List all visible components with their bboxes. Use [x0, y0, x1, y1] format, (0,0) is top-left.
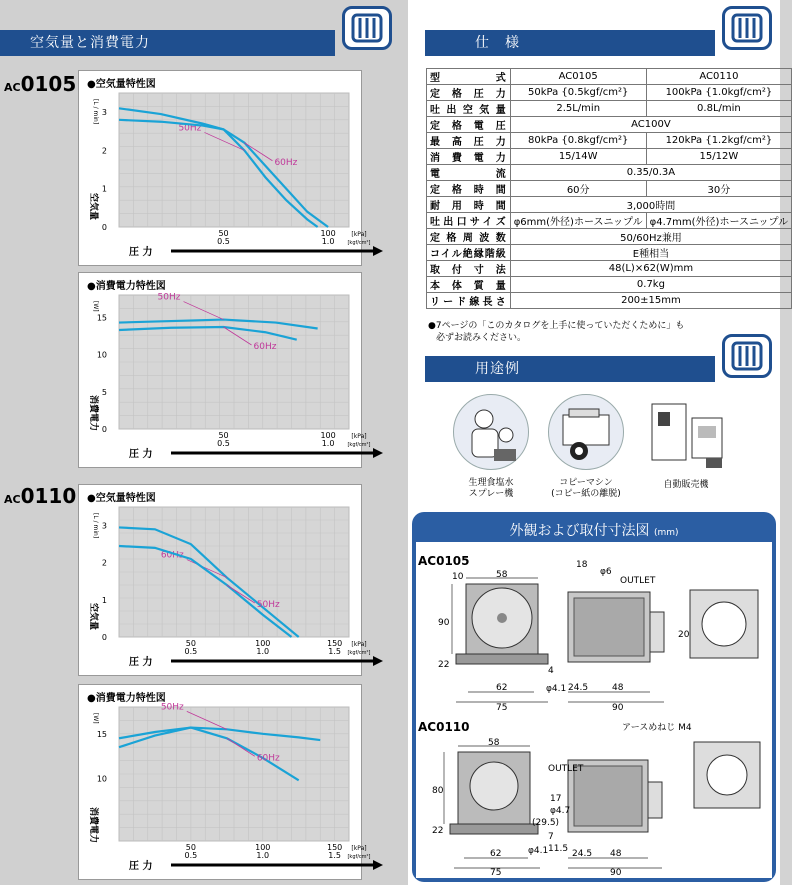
dim-value: φ6 [600, 567, 612, 577]
spec-row [427, 117, 792, 133]
spec-row [427, 101, 792, 117]
x-unit-kgf: [kgf/cm²] [347, 650, 371, 656]
dim-value: 90 [438, 618, 450, 628]
series-label: 50Hz [157, 292, 181, 303]
dimensions-drawing-area [416, 542, 772, 878]
spec-value: AC0110 [646, 69, 792, 85]
spec-value: 2.5L/min [510, 101, 646, 117]
chart-title: ●空気量特性図 [87, 493, 156, 504]
dim-value: φ4.1 [546, 684, 567, 694]
x-tick-label: 50 [218, 431, 229, 440]
dim-value: 11.5 [548, 844, 569, 854]
dim-value: 17 [550, 794, 562, 804]
spec-value: φ4.7mm(外径)ホースニップル [646, 213, 792, 229]
x-unit-kpa: [kPa] [351, 845, 367, 852]
dim-earth-screw-label: アースめねじ M4 [622, 723, 692, 733]
dim-value: (29.5) [532, 818, 560, 828]
spec-key: コイル絶縁階級 [427, 245, 511, 261]
y-tick-label: 2 [101, 146, 107, 156]
y-tick-label: 2 [101, 558, 107, 568]
model-label-ac0110: AC0110 [4, 484, 77, 508]
y-tick-label: 0 [101, 633, 107, 642]
chart-ac0110-air [79, 485, 371, 677]
spec-value: AC0105 [510, 69, 646, 85]
x-tick-label: 100 [320, 229, 336, 238]
y-tick-label: 0 [101, 223, 107, 232]
dim-value: 24.5 [572, 849, 593, 859]
x-tick-label: 50 [218, 229, 229, 238]
spec-key: 電流 [427, 165, 511, 181]
spec-value: 15/12W [646, 149, 792, 165]
dim-value: 62 [496, 683, 508, 693]
series-label: 60Hz [253, 342, 277, 353]
y-tick-label: 3 [101, 521, 107, 531]
dimensions-panel [412, 512, 776, 882]
x-tick-label: 100 [255, 639, 271, 648]
spec-key: 取付寸法 [427, 261, 511, 277]
spec-title: 仕 様 [475, 35, 520, 51]
spec-row [427, 133, 792, 149]
dim-value: 24.5 [568, 683, 589, 693]
dimensions-title: 外観および取付寸法図 (mm) [509, 523, 679, 539]
spec-key: 消費電力 [427, 149, 511, 165]
y-axis-label: 空気量 [88, 603, 98, 631]
y-axis-label: 消費電力 [88, 395, 98, 432]
y-tick-label: 1 [101, 595, 107, 605]
y-tick-label: 1 [101, 184, 107, 194]
spec-note-line1: ●7ページの「このカタログを上手に使っていただくために」も [428, 321, 685, 331]
x-tick-label-kgf: 1.5 [328, 647, 341, 656]
left-section-title: 空気量と消費電力 [30, 35, 150, 51]
spec-value: 50kPa {0.5kgf/cm²} [510, 85, 646, 101]
dim-value: 58 [496, 570, 508, 580]
chart-title: ●空気量特性図 [87, 79, 156, 90]
dim-label-ac0110: AC0110 [418, 720, 470, 734]
use-item-label: 自動販売機 [663, 480, 709, 490]
motor-logo-icon [722, 6, 772, 50]
use-item-label: コピーマシン (コピー紙の離脱) [551, 478, 621, 499]
spec-row [427, 85, 792, 101]
spec-value: 48(L)×62(W)mm [510, 261, 791, 277]
uses-title: 用途例 [475, 361, 520, 377]
x-unit-kgf: [kgf/cm²] [347, 854, 371, 860]
chart-title: ●消費電力特性図 [87, 281, 166, 292]
x-tick-label-kgf: 1.0 [321, 237, 335, 246]
x-unit-kgf: [kgf/cm²] [347, 442, 371, 448]
x-tick-label-kgf: 0.5 [217, 439, 230, 448]
dim-value: 75 [496, 703, 508, 713]
vending-machine-illustration [644, 398, 730, 474]
spec-value: 0.35/0.3A [510, 165, 791, 181]
spec-banner [425, 30, 715, 56]
dim-value: φ4.1 [528, 846, 549, 856]
dim-value: 22 [432, 826, 444, 836]
dim-value: 62 [490, 849, 502, 859]
spec-key: 型式 [427, 69, 511, 85]
spec-row [427, 261, 792, 277]
chart-ac0110-power [79, 685, 371, 881]
dim-value: 18 [576, 560, 588, 570]
spec-value: 0.7kg [510, 277, 791, 293]
spec-key: 定格周波数 [427, 229, 511, 245]
series-label: 50Hz [160, 702, 184, 713]
dim-value: 10 [452, 572, 464, 582]
y-tick-label: 10 [96, 350, 107, 360]
model-label-ac0105: AC0105 [4, 72, 77, 96]
spec-row [427, 181, 792, 197]
series-label: 60Hz [256, 753, 280, 764]
chart-panel-ac0110-air [78, 484, 371, 676]
spec-key: 定格圧力 [427, 85, 511, 101]
dim-label-ac0105: AC0105 [418, 554, 470, 568]
dim-outlet-label: OUTLET [548, 764, 584, 774]
dim-value: 58 [488, 738, 500, 748]
y-tick-label: 15 [96, 313, 107, 323]
spec-row [427, 149, 792, 165]
x-axis-label: 圧 力 [129, 657, 153, 668]
dimension-drawings [416, 542, 772, 878]
x-tick-label-kgf: 1.0 [256, 647, 270, 656]
x-axis-label: 圧 力 [129, 247, 153, 258]
spec-value: φ6mm(外径)ホースニップル [510, 213, 646, 229]
y-unit: [L / min] [92, 99, 99, 125]
x-unit-kpa: [kPa] [351, 433, 367, 440]
spec-value: 120kPa {1.2kgf/cm²} [646, 133, 792, 149]
x-tick-label: 50 [185, 843, 196, 852]
y-unit: [W] [92, 301, 99, 312]
dim-outlet-label: OUTLET [620, 576, 656, 586]
y-tick-label: 0 [101, 425, 107, 434]
y-tick-label: 10 [96, 774, 107, 784]
x-tick-label: 150 [326, 639, 343, 648]
spec-note-line2: 必ずお読みください。 [436, 333, 527, 343]
spec-key: 定格電圧 [427, 117, 511, 133]
spec-note [428, 320, 768, 344]
dim-value: 22 [438, 660, 450, 670]
x-unit-kpa: [kPa] [351, 231, 367, 238]
spec-key: 本体質量 [427, 277, 511, 293]
spec-row [427, 213, 792, 229]
x-axis-label: 圧 力 [129, 449, 153, 460]
chart-ac0105-power [79, 273, 371, 469]
spec-table [426, 68, 792, 309]
y-axis-label: 空気量 [88, 193, 98, 221]
spec-value: 50/60Hz兼用 [510, 229, 791, 245]
dim-value: 20 [678, 630, 690, 640]
chart-title: ●消費電力特性図 [87, 693, 166, 704]
y-tick-label: 15 [96, 729, 107, 739]
spec-row [427, 245, 792, 261]
chart-panel-ac0105-power [78, 272, 371, 468]
spec-value: 100kPa {1.0kgf/cm²} [646, 85, 792, 101]
dim-value: 7 [548, 832, 554, 842]
spec-row [427, 165, 792, 181]
y-axis-label: 消費電力 [88, 807, 98, 844]
dim-value: 80 [432, 786, 444, 796]
x-unit-kgf: [kgf/cm²] [347, 240, 371, 246]
spec-row [427, 277, 792, 293]
dim-value: 48 [612, 683, 624, 693]
spec-row [427, 293, 792, 309]
spec-value: 200±15mm [510, 293, 791, 309]
spec-value: 15/14W [510, 149, 646, 165]
series-label: 50Hz [178, 123, 202, 134]
series-label: 60Hz [274, 157, 298, 168]
chart-panel-ac0110-power [78, 684, 371, 880]
saline-sprayer-illustration [453, 394, 529, 470]
dim-value: 4 [548, 666, 554, 676]
spec-key: 吐出空気量 [427, 101, 511, 117]
spec-value: AC100V [510, 117, 791, 133]
x-tick-label-kgf: 0.5 [184, 647, 198, 656]
dim-value: φ4.7 [550, 806, 571, 816]
use-item-label: 生理食塩水 スプレー機 [468, 478, 514, 499]
x-tick-label-kgf: 1.0 [256, 851, 270, 860]
x-tick-label-kgf: 0.5 [217, 237, 230, 246]
spec-value: 60分 [510, 181, 646, 197]
dim-value: 75 [490, 868, 502, 878]
spec-key: 最高圧力 [427, 133, 511, 149]
x-tick-label: 150 [326, 843, 343, 852]
chart-ac0105-air [79, 71, 371, 267]
y-tick-label: 5 [101, 387, 107, 397]
spec-value: E種相当 [510, 245, 791, 261]
spec-row [427, 197, 792, 213]
dim-value: 90 [610, 868, 622, 878]
copy-machine-illustration [548, 394, 624, 470]
series-label: 60Hz [160, 550, 184, 561]
spec-key: 耐用時間 [427, 197, 511, 213]
spec-key: 吐出口サイズ [427, 213, 511, 229]
spec-row [427, 229, 792, 245]
uses-banner [425, 356, 715, 382]
spec-value: 80kPa {0.8kgf/cm²} [510, 133, 646, 149]
x-tick-label: 100 [255, 843, 271, 852]
x-axis-label: 圧 力 [129, 861, 153, 872]
x-tick-label: 100 [320, 431, 336, 440]
dim-value: 90 [612, 703, 624, 713]
x-unit-kpa: [kPa] [351, 641, 367, 648]
x-tick-label-kgf: 1.5 [328, 851, 341, 860]
y-unit: [W] [92, 713, 99, 724]
spec-row [427, 69, 792, 85]
series-label: 50Hz [256, 600, 280, 610]
motor-logo-icon [722, 334, 772, 378]
motor-logo-icon [342, 6, 392, 50]
dim-value: 48 [610, 849, 622, 859]
chart-panel-ac0105-air [78, 70, 371, 266]
spec-value: 3,000時間 [510, 197, 791, 213]
x-tick-label-kgf: 1.0 [321, 439, 335, 448]
x-tick-label: 50 [185, 639, 196, 648]
spec-key: 定格時間 [427, 181, 511, 197]
spec-key: リード線長さ [427, 293, 511, 309]
left-section-banner [0, 30, 335, 56]
y-unit: [L / min] [92, 513, 99, 539]
x-tick-label-kgf: 0.5 [184, 851, 198, 860]
spec-value: 0.8L/min [646, 101, 792, 117]
spec-value: 30分 [646, 181, 792, 197]
y-tick-label: 3 [101, 108, 107, 118]
